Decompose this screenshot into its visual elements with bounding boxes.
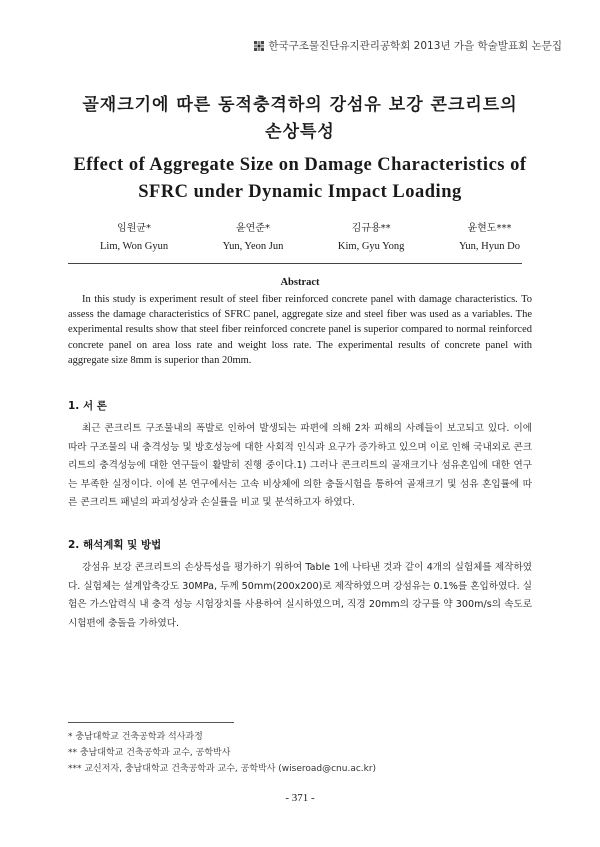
english-title-line-2: SFRC under Dynamic Impact Loading — [138, 182, 462, 202]
society-logo-icon — [254, 41, 264, 51]
footnote: *** 교신저자, 충남대학교 건축공학과 교수, 공학박사 (wiseroad@cnu.ac.kr) — [68, 764, 377, 774]
header-divider — [68, 263, 522, 264]
korean-title-line-1: 골재크기에 따른 동적충격하의 강섬유 보강 콘크리트의 — [82, 95, 518, 115]
english-title-line-1: Effect of Aggregate Size on Damage Characteristics of — [73, 155, 527, 175]
author-korean-name: 김규용** — [351, 223, 391, 234]
author — [459, 220, 520, 256]
section-heading-methods: 2. 해석계획 및 방법 — [68, 539, 162, 551]
author-english-name: Kim, Gyu Yong — [337, 241, 405, 252]
author — [338, 220, 405, 256]
footnote: ** 충남대학교 건축공학과 교수, 공학박사 — [68, 748, 231, 758]
author-english-name: Lim, Won Gyun — [100, 241, 169, 252]
section-body-methods: 강섬유 보강 콘크리트의 손상특성을 평가하기 위하여 Table 1에 나타낸 것과 같이 4개의 실험체를 제작하였다. 실험체는 설계압축강도 30MPa, 두께 50mm(200x200)로 제작하였으며 강섬유는 0.1%를 혼입하였다. 실험은 가스압력식 내 충격 성능 시험장치를 사용하여 실시하였으며, 직경 20mm의 강구를 약 300m/s의 속도로 시험편에 충돌을 가하였다. — [68, 562, 532, 629]
korean-title-line-2: 손상특성 — [265, 122, 335, 142]
author — [100, 220, 168, 256]
footnote-divider — [68, 722, 234, 723]
section-heading-introduction: 1. 서 론 — [68, 400, 107, 412]
korean-title — [40, 92, 560, 146]
abstract-heading: Abstract — [280, 277, 320, 288]
author-korean-name: 윤현도*** — [467, 223, 512, 234]
section-body-introduction: 최근 콘크리트 구조물내의 폭발로 인하여 발생되는 파편에 의해 2차 피해의 사례들이 보고되고 있다. 이에 따라 구조물의 내 충격성능 및 방호성능에 대한 사회적 인식과 요구가 증가하고 있으며 이로 인해 국내외로 콘크리트의 충격성능에 대한 연구들이 활발히 진행 중이다.1) 그러나 콘크리트의 골재크기나 섬유혼입에 대한 연구는 부족한 실정이다. 이에 본 연구에서는 고속 비상체에 의한 충돌시험을 통하여 골재크기 및 섬유 혼입률에 따른 콘크리트 패널의 파괴성상과 손실률을 비교 및 분석하고자 하였다. — [68, 423, 532, 508]
footnotes — [68, 729, 528, 777]
author-korean-name: 임원균* — [117, 223, 152, 234]
running-header — [254, 38, 562, 53]
english-title — [40, 152, 560, 206]
running-title: 한국구조물진단유지관리공학회 2013년 가을 학술발표회 논문집 — [268, 40, 562, 52]
page-number: - 371 - — [285, 792, 315, 804]
author-list — [100, 220, 520, 256]
author — [223, 220, 284, 256]
author-english-name: Yun, Hyun Do — [459, 241, 520, 252]
abstract-body: In this study is experiment result of steel fiber reinforced concrete panel with damage characteristics. To assess the damage characteristics of SFRC panel, aggregate size and steel fiber was used as a variables. The experimental results show that steel fiber reinforced concrete panel is superior compared to normal reinforced concrete panel on area loss rate and weight loss rate. The experimental results of concrete panel with aggregate size 8mm is superior than 20mm. — [68, 294, 532, 366]
footnote: * 충남대학교 건축공학과 석사과정 — [68, 732, 203, 742]
author-korean-name: 윤연준* — [236, 223, 270, 234]
author-english-name: Yun, Yeon Jun — [222, 241, 284, 252]
